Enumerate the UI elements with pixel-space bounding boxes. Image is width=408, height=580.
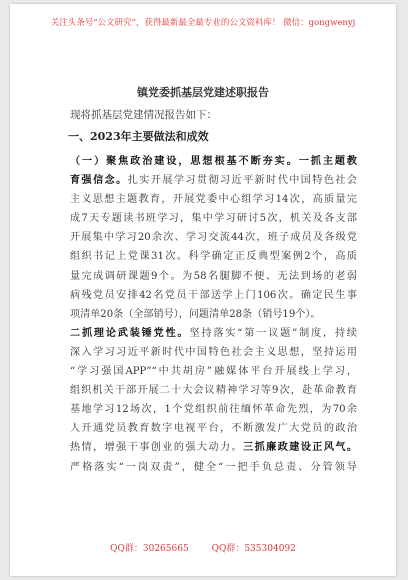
intro-line: 现将抓基层党建情况报告如下： bbox=[70, 109, 217, 121]
body-text-run: 坚持落实“第一议题”制度，持续 bbox=[189, 327, 357, 339]
body-line: 严格落实“一岗双责”，健全“一把手负总责、分管领导 bbox=[70, 461, 357, 473]
body-line: 病残党员安排42名党员干部送学上门106次。确定民生事 bbox=[70, 289, 357, 301]
body-line bbox=[70, 438, 357, 457]
body-line: 深入学习习近平新时代中国特色社会主义思想，坚持运用 bbox=[70, 346, 357, 358]
body-line: 组织书记上党课31次。科学确定正反典型案例2个，高质 bbox=[70, 251, 357, 263]
promo-banner: 关注头条号“公文研究”，获得最新最全最专业的公文资料库！ 微信：gongwenyj bbox=[50, 18, 356, 28]
body-line: “学习强国APP”“中共胡房”融媒体平台开展线上学习， bbox=[70, 366, 357, 378]
document-title: 镇党委抓基层党建述职报告 bbox=[137, 86, 269, 99]
subheading-text: （一）聚焦政治建设，思想根基不断夯实。一抓主题教 bbox=[70, 156, 357, 167]
footer-contacts bbox=[10, 541, 396, 554]
qq-group-2: QQ群：535304092 bbox=[211, 544, 296, 554]
subheading-text: 育强信念。 bbox=[70, 175, 128, 187]
body-text-run: 热情，增强干事创业的强大动力。 bbox=[70, 442, 244, 454]
body-text bbox=[70, 152, 357, 477]
subheading-text: 二抓理论武装锤党性。 bbox=[70, 327, 190, 339]
body-text-run: 扎实开展学习贯彻习近平新时代中国特色社会 bbox=[127, 175, 357, 187]
body-line bbox=[70, 324, 357, 343]
qq-group-1: QQ群：30265665 bbox=[110, 544, 189, 554]
document-page bbox=[10, 4, 396, 576]
body-line: 开展集中学习20余次、学习交流44次，班子成员及各级党 bbox=[70, 232, 357, 244]
body-line bbox=[70, 171, 357, 190]
body-line: 组织机关干部开展二十大会议精神学习等9次，赴革命教育 bbox=[70, 385, 357, 397]
body-line: 项清单20条（全部销号），问题清单28条（销号19个）。 bbox=[70, 308, 321, 320]
body-line: 基地学习12场次，1个党组织前往缅怀革命先烈，为70余 bbox=[70, 404, 357, 416]
body-line bbox=[70, 152, 357, 171]
body-line: 成7天专题读书班学习，集中学习研讨5次，机关及各支部 bbox=[70, 213, 357, 225]
subheading-text: 三抓廉政建设正风气。 bbox=[243, 442, 357, 454]
body-line: 人开通党员教育数字电视平台，不断激发广大党员的政治 bbox=[70, 423, 357, 435]
body-line: 主义思想主题教育，开展党委中心组学习14次，高质量完 bbox=[70, 194, 357, 206]
section-heading: 一、2023年主要做法和成效 bbox=[68, 130, 209, 143]
body-line: 量完成调研课题9个。为58名腿脚不便、无法到场的老弱 bbox=[70, 270, 357, 282]
